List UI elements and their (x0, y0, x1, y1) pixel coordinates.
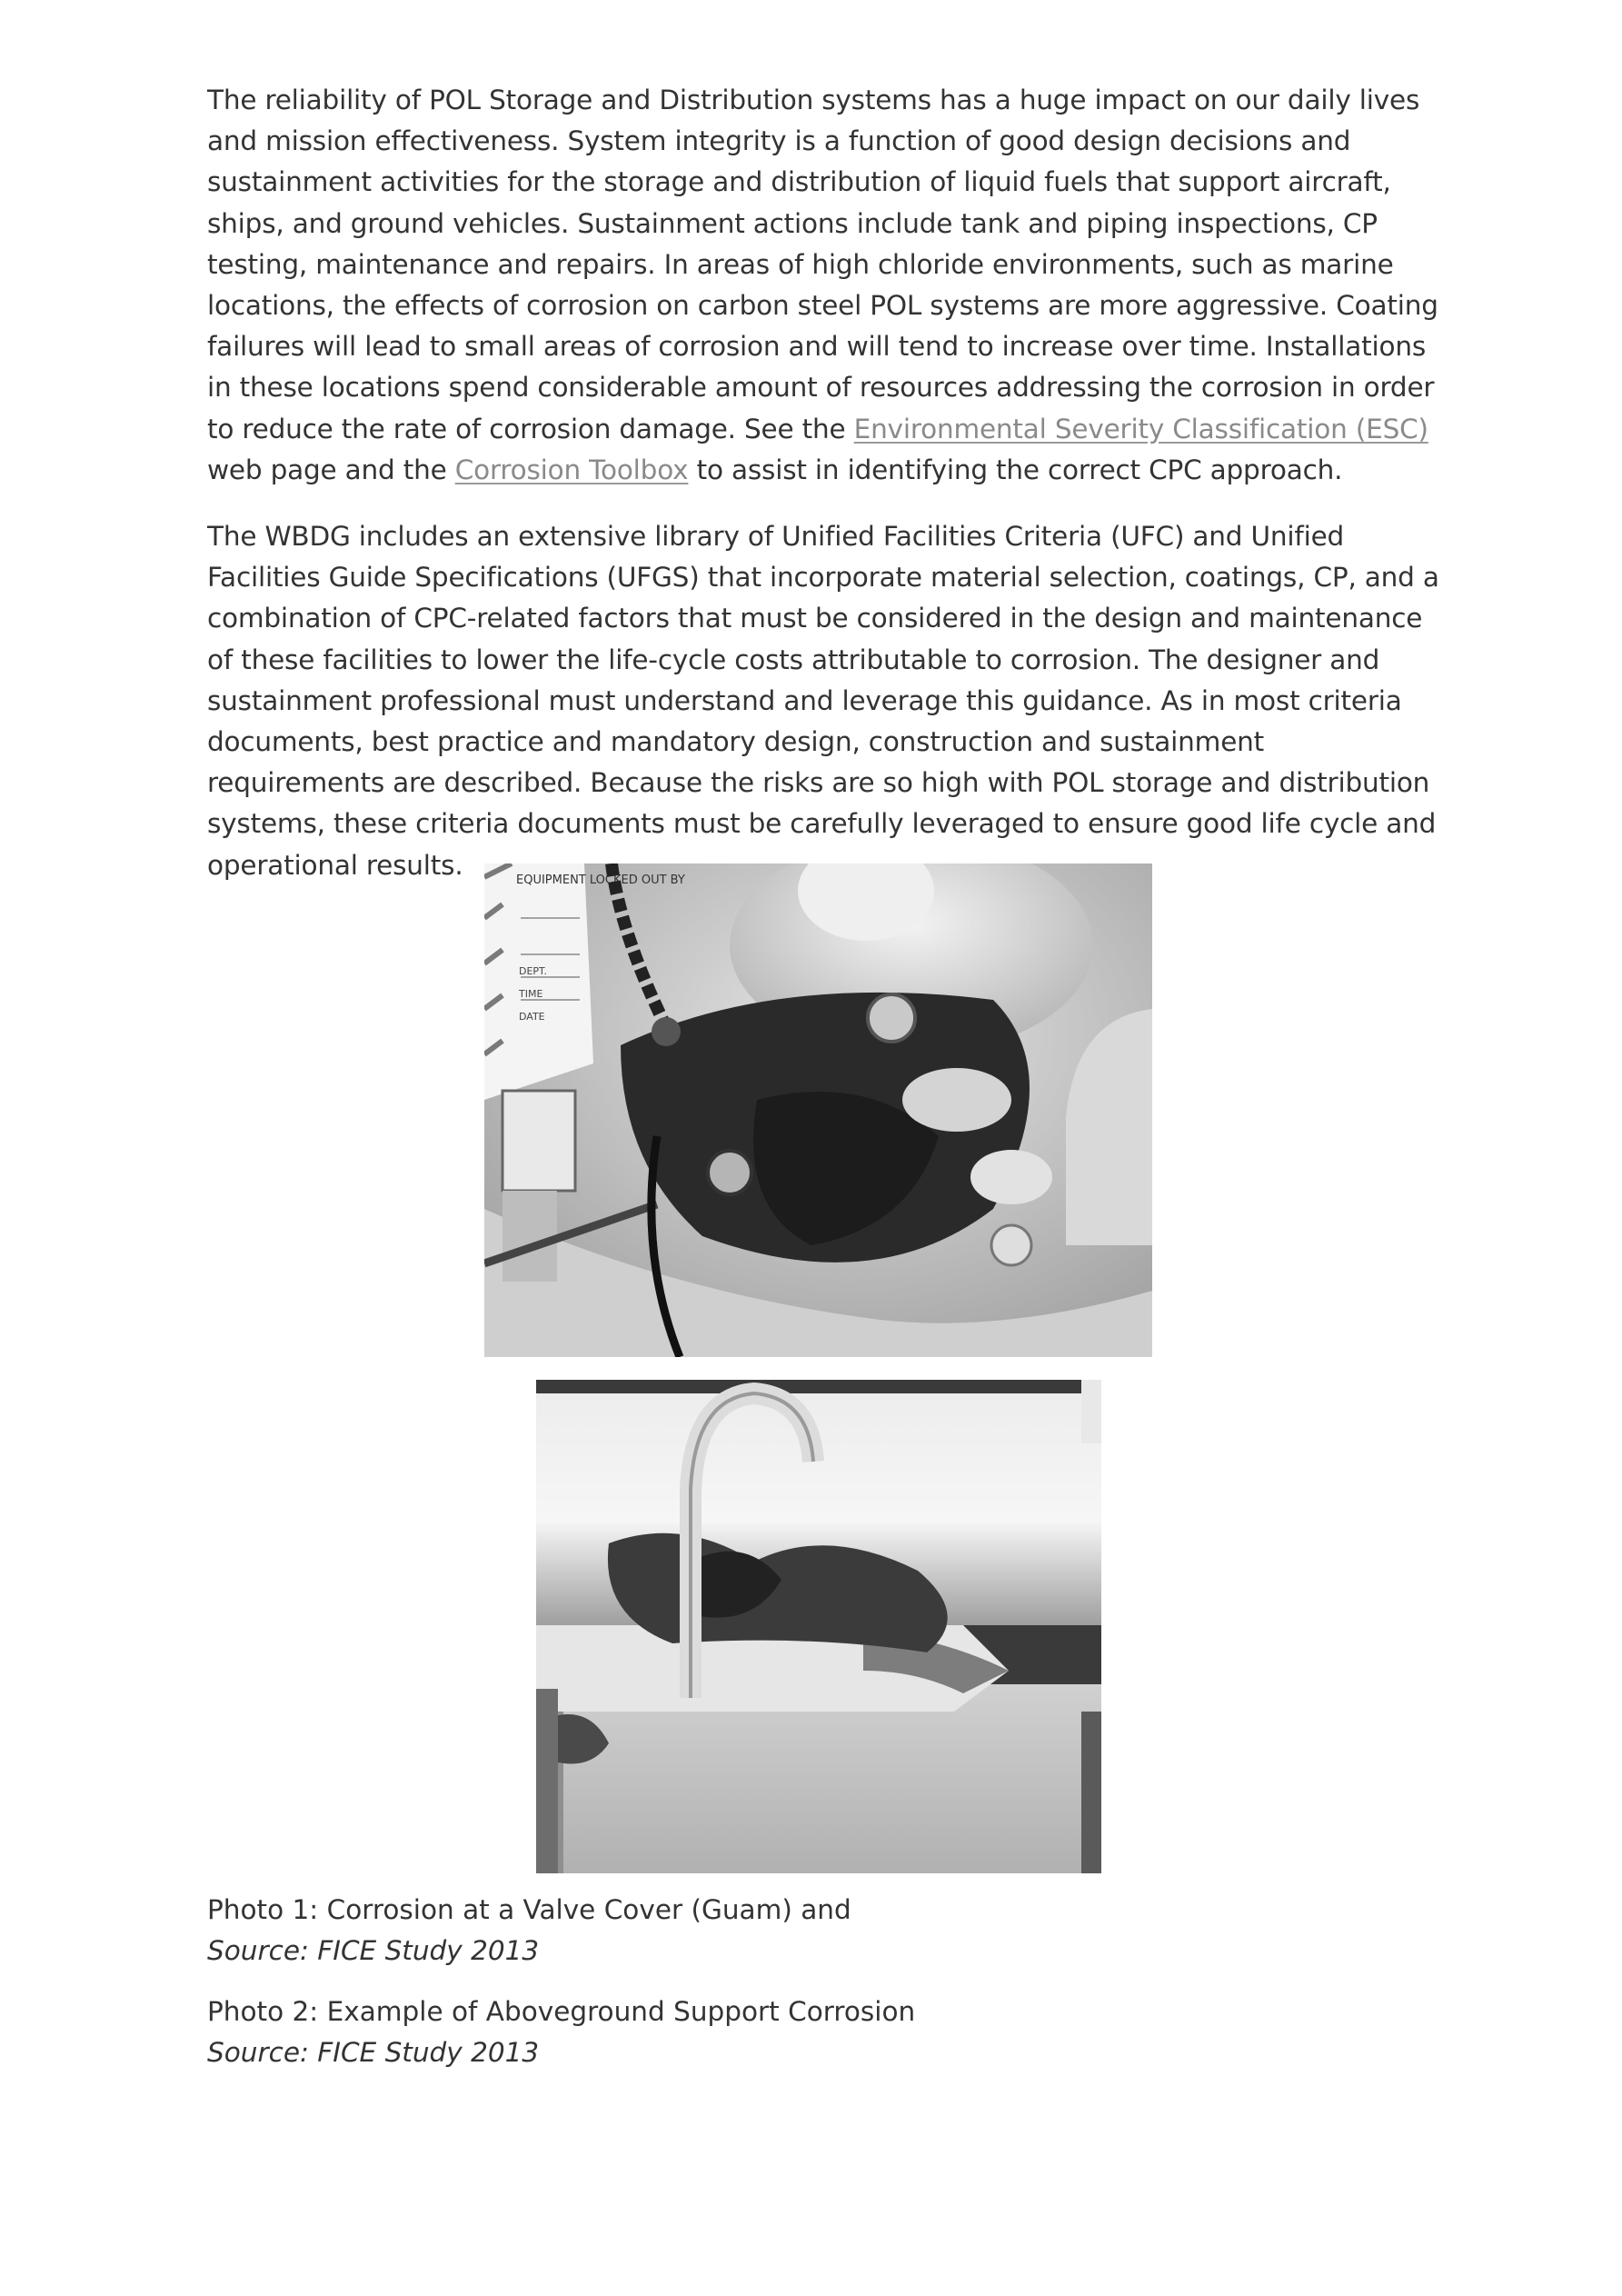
paragraph-text: to assist in identifying the correct CPC approach. (688, 454, 1343, 485)
caption-source: Source: FICE Study 2013 (207, 1935, 540, 1967)
valve-cover-image (484, 863, 1152, 1357)
caption-title: Photo 1: Corrosion at a Valve Cover (Guam) and (207, 1894, 851, 1925)
caption-source: Source: FICE Study 2013 (207, 2037, 540, 2069)
article-body (207, 80, 1443, 912)
tag-label (516, 873, 685, 887)
link-corrosion-toolbox[interactable]: Corrosion Toolbox (454, 454, 689, 485)
caption-photo-1 (207, 1890, 851, 1972)
paragraph-text: web page and the (207, 454, 455, 485)
tag-field-time: TIME (519, 988, 543, 1000)
caption-title: Photo 2: Example of Aboveground Support Corrosion (207, 1996, 916, 2027)
photo-support-corrosion (536, 1380, 1101, 1873)
tag-field-dept: DEPT. (519, 965, 547, 977)
tag-label-text: EQUIPMENT LOCKED OUT BY (516, 873, 685, 887)
photo-valve-cover-corrosion (484, 863, 1152, 1357)
paragraph-text: The reliability of POL Storage and Distribution systems has a huge impact on our daily lives and mission effectiveness. System integrity is a function of good design decisions and sustainment activities for the storage and distribution of liquid fuels that support aircraft, ships, and ground vehicles. Sustainment actions include tank and piping inspections, CP testing, maintenance and repairs. In areas of high chloride environments, such as marine locations, the effects of corrosion on carbon steel POL systems are more aggressive. Coating failures will lead to small areas of corrosion and will tend to increase over time. Installations in these locations spend considerable amount of resources addressing the corrosion in order to reduce the rate of corrosion damage. See the (207, 85, 1438, 444)
paragraph-pol-reliability (207, 80, 1443, 491)
link-environmental-severity-classification[interactable]: Environmental Severity Classification (ESC) (853, 413, 1428, 444)
paragraph-wbdg-criteria: The WBDG includes an extensive library of Unified Facilities Criteria (UFC) and Unified Facilities Guide Specifications (UFGS) that incorporate material selection, coatings, CP, and a combination of CPC-related factors that must be considered in the design and maintenance of these facilities to lower the life-cycle costs attributable to corrosion. The designer and sustainment professional must understand and leverage this guidance. As in most criteria documents, best practice and mandatory design, construction and sustainment requirements are described. Because the risks are so high with POL storage and distribution systems, these criteria documents must be carefully leveraged to ensure good life cycle and operational results. (207, 521, 1439, 881)
tag-field-date: DATE (519, 1011, 545, 1023)
caption-photo-2 (207, 1992, 915, 2073)
support-corrosion-image (536, 1380, 1101, 1873)
